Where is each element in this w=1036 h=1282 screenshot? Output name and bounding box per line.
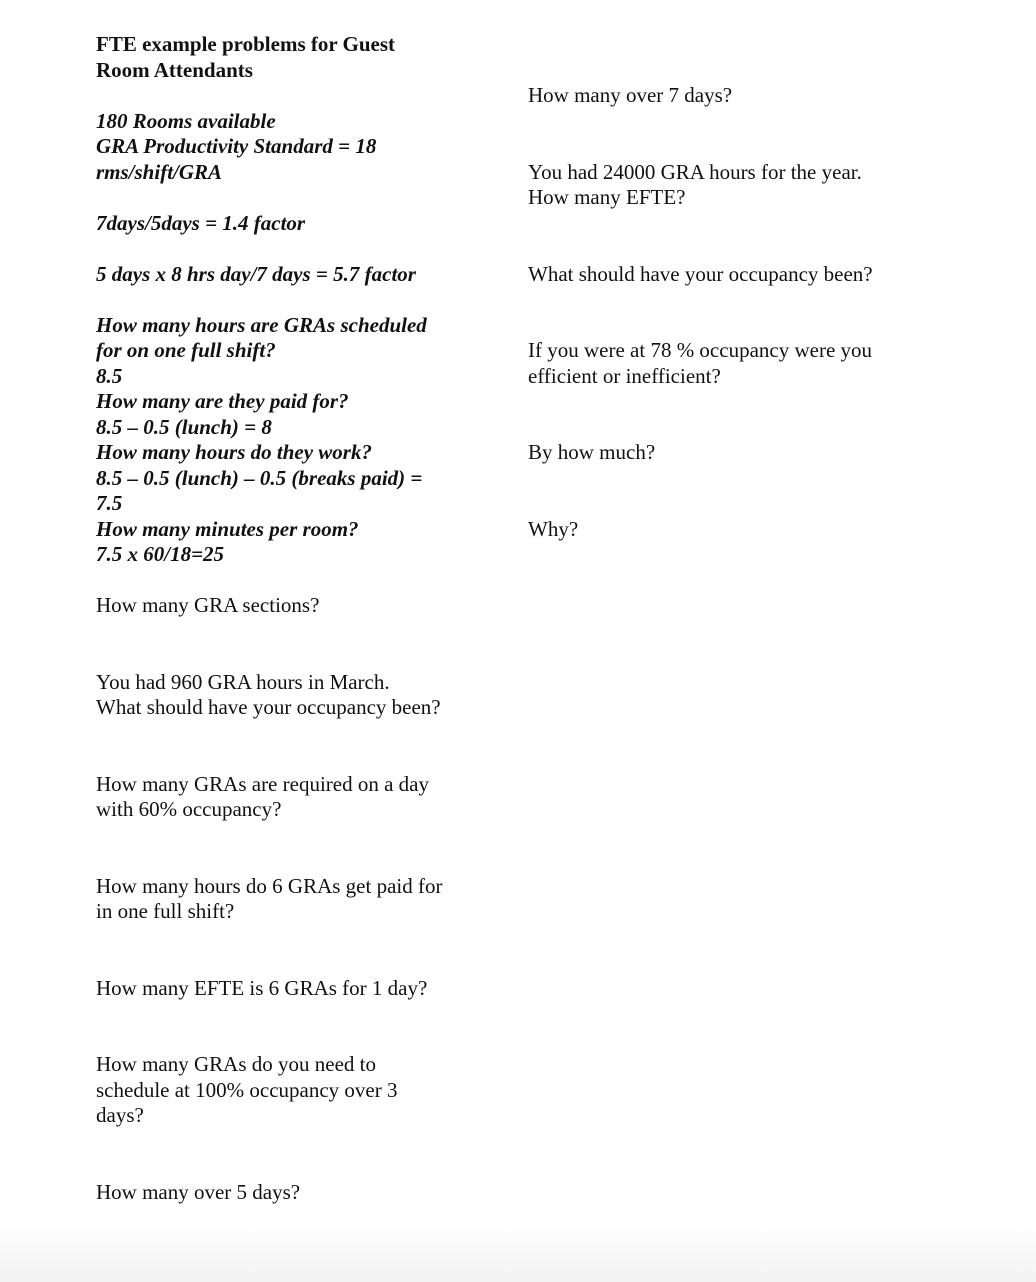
page-bottom-shade [0,1222,1036,1282]
question-why: Why? [528,516,579,541]
document-title-line-1: FTE example problems for Guest [96,32,396,56]
question-efte-6-gras: How many EFTE is 6 GRAs for 1 day? [96,975,428,1000]
question-7-days: How many over 7 days? [528,83,733,107]
answer-hours-scheduled: 8.5 [96,363,123,388]
question-3-days-line-3: days? [96,1103,144,1127]
question-march-line-1: You had 960 GRA hours in March. [96,669,390,694]
question-gra-sections: How many GRA sections? [96,593,320,617]
question-by-how-much: By how much? [528,440,656,464]
factor-5-7: 5 days x 8 hrs day/7 days = 5.7 factor [96,261,416,286]
question-hours-scheduled-line-1: How many hours are GRAs scheduled [96,312,427,337]
question-hours-6-gras-line-2: in one full shift? [96,899,235,923]
rooms-available: 180 Rooms available [96,108,276,133]
question-gras-60-line-1: How many GRAs are required on a day [96,771,429,796]
answer-paid-for: 8.5 – 0.5 (lunch) = 8 [96,414,272,439]
question-minutes-per-room: How many minutes per room? [96,516,359,541]
question-3-days-line-1: How many GRAs do you need to [96,1052,376,1076]
question-year-hours-line-1: You had 24000 GRA hours for the year. [528,159,862,184]
productivity-standard-line-1: GRA Productivity Standard = 18 [96,134,377,158]
question-paid-for: How many are they paid for? [96,389,349,413]
question-occupancy: What should have your occupancy been? [528,261,873,286]
left-column [96,32,476,1205]
question-hours-work: How many hours do they work? [96,440,372,464]
question-78-occupancy-line-1: If you were at 78 % occupancy were you [528,338,873,362]
question-5-days: How many over 5 days? [96,1179,301,1204]
answer-hours-work-line-2: 7.5 [96,491,123,515]
answer-minutes-per-room: 7.5 x 60/18=25 [96,542,225,566]
right-column [528,32,948,542]
question-78-occupancy-line-2: efficient or inefficient? [528,363,721,388]
document-title-line-2: Room Attendants [96,57,253,82]
question-year-hours-line-2: How many EFTE? [528,185,686,209]
question-hours-6-gras-line-1: How many hours do 6 GRAs get paid for [96,873,443,898]
answer-hours-work-line-1: 8.5 – 0.5 (lunch) – 0.5 (breaks paid) = [96,465,423,490]
question-march-line-2: What should have your occupancy been? [96,695,441,719]
productivity-standard-line-2: rms/shift/GRA [96,159,223,184]
question-hours-scheduled-line-2: for on one full shift? [96,338,276,362]
question-gras-60-line-2: with 60% occupancy? [96,797,282,821]
question-3-days-line-2: schedule at 100% occupancy over 3 [96,1077,398,1102]
factor-1-4: 7days/5days = 1.4 factor [96,210,306,235]
